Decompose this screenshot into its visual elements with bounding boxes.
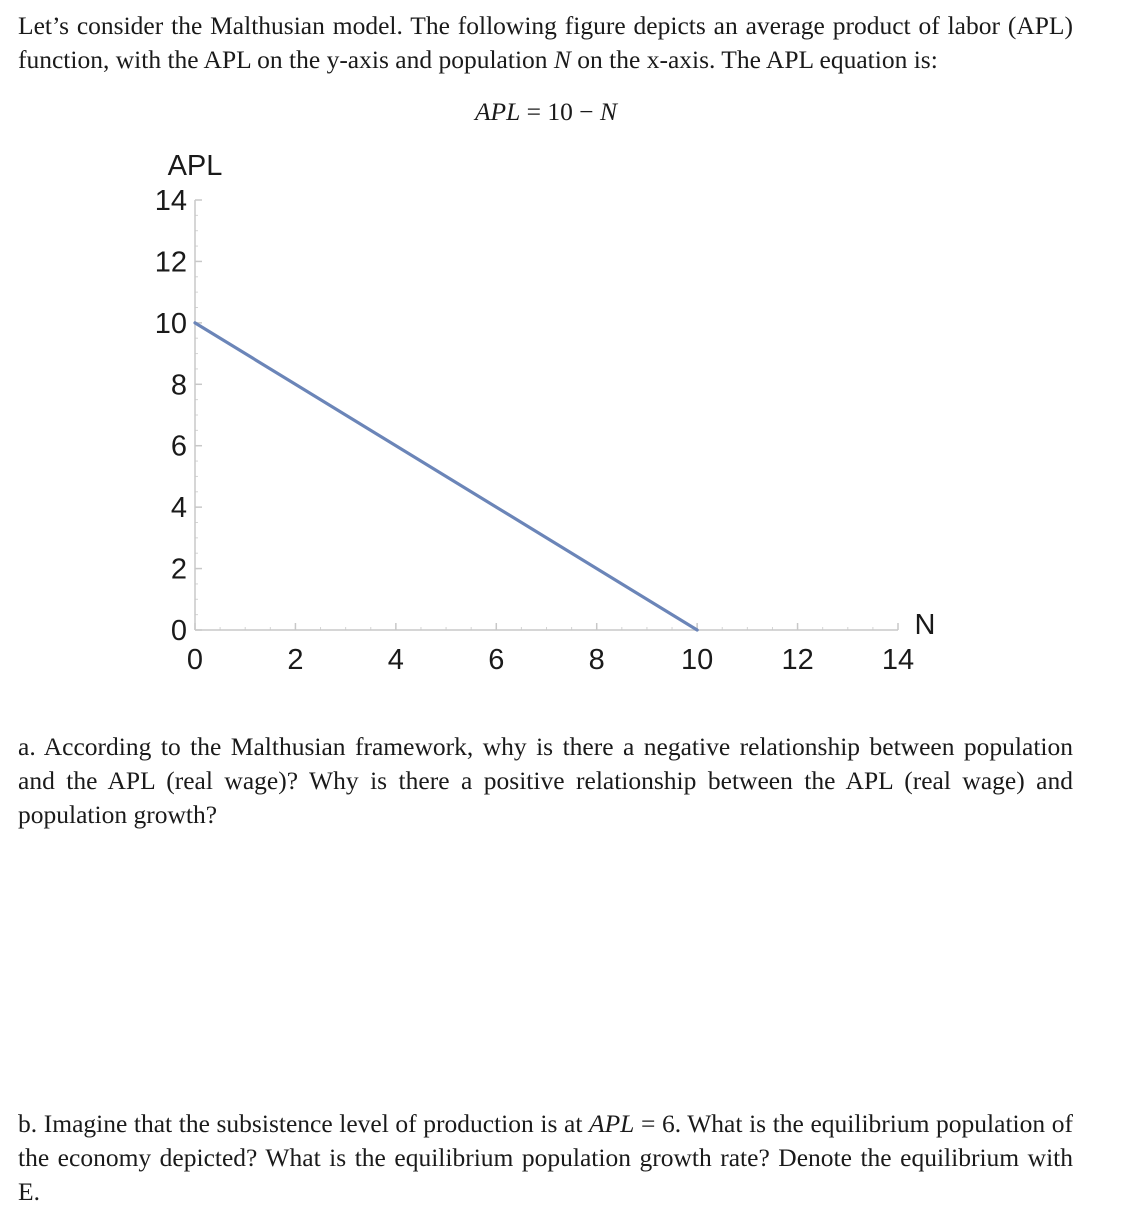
- question-b-text-1: b. Imagine that the subsistence level of production is at: [18, 1109, 590, 1138]
- y-tick-label: 12: [154, 246, 187, 279]
- question-b-apl: APL: [589, 1109, 635, 1138]
- y-tick-label: 8: [170, 369, 187, 402]
- apl-equation: [0, 95, 1092, 129]
- equation-lhs: APL: [474, 97, 521, 126]
- question-b: [18, 1107, 1073, 1209]
- y-tick-label: 10: [154, 307, 187, 340]
- intro-text-2: on the x-axis. The APL equation is:: [570, 45, 938, 74]
- intro-text-1: Let’s consider the Malthusian model. The following figure depicts an average product of labor (APL) function, with the APL on the y-axis and population: [18, 11, 1073, 74]
- question-a: [18, 730, 1073, 832]
- y-tick-label: 14: [154, 185, 187, 217]
- x-tick-label: 2: [287, 644, 304, 676]
- y-tick-label: 4: [170, 492, 187, 525]
- intro-n-variable: N: [553, 45, 571, 74]
- x-tick-label: 6: [488, 644, 505, 676]
- y-tick-labels: [155, 185, 187, 647]
- intro-paragraph: [18, 9, 1073, 77]
- x-tick-label: 12: [781, 644, 814, 676]
- apl-chart: [0, 130, 1134, 690]
- y-axis-title: APL: [167, 150, 223, 182]
- x-axis-title: N: [914, 609, 936, 641]
- equation-rhs: N: [600, 97, 618, 126]
- series-group: [195, 323, 697, 630]
- apl-line: [195, 323, 697, 630]
- x-tick-labels: [187, 644, 914, 676]
- equation-op: = 10 −: [520, 97, 601, 126]
- question-b-text-2: = 6. What is the equilibrium population of the economy depicted? What is the equilibrium population growth rate? Denote the equilibrium with E.: [18, 1109, 1073, 1206]
- minor-ticks: [195, 200, 898, 630]
- x-tick-label: 8: [588, 644, 605, 676]
- question-a-text: a. According to the Malthusian framework, why is there a negative relationship between population and the APL (real wage)? Why is there a positive relationship between the APL (real wage) and population growth?: [18, 732, 1073, 829]
- y-tick-label: 2: [170, 553, 187, 586]
- x-tick-label: 10: [681, 644, 714, 676]
- x-tick-label: 14: [881, 644, 915, 676]
- y-tick-label: 0: [170, 615, 187, 647]
- x-tick-label: 4: [387, 644, 404, 676]
- y-tick-label: 6: [170, 430, 187, 463]
- x-tick-label: 0: [186, 644, 204, 676]
